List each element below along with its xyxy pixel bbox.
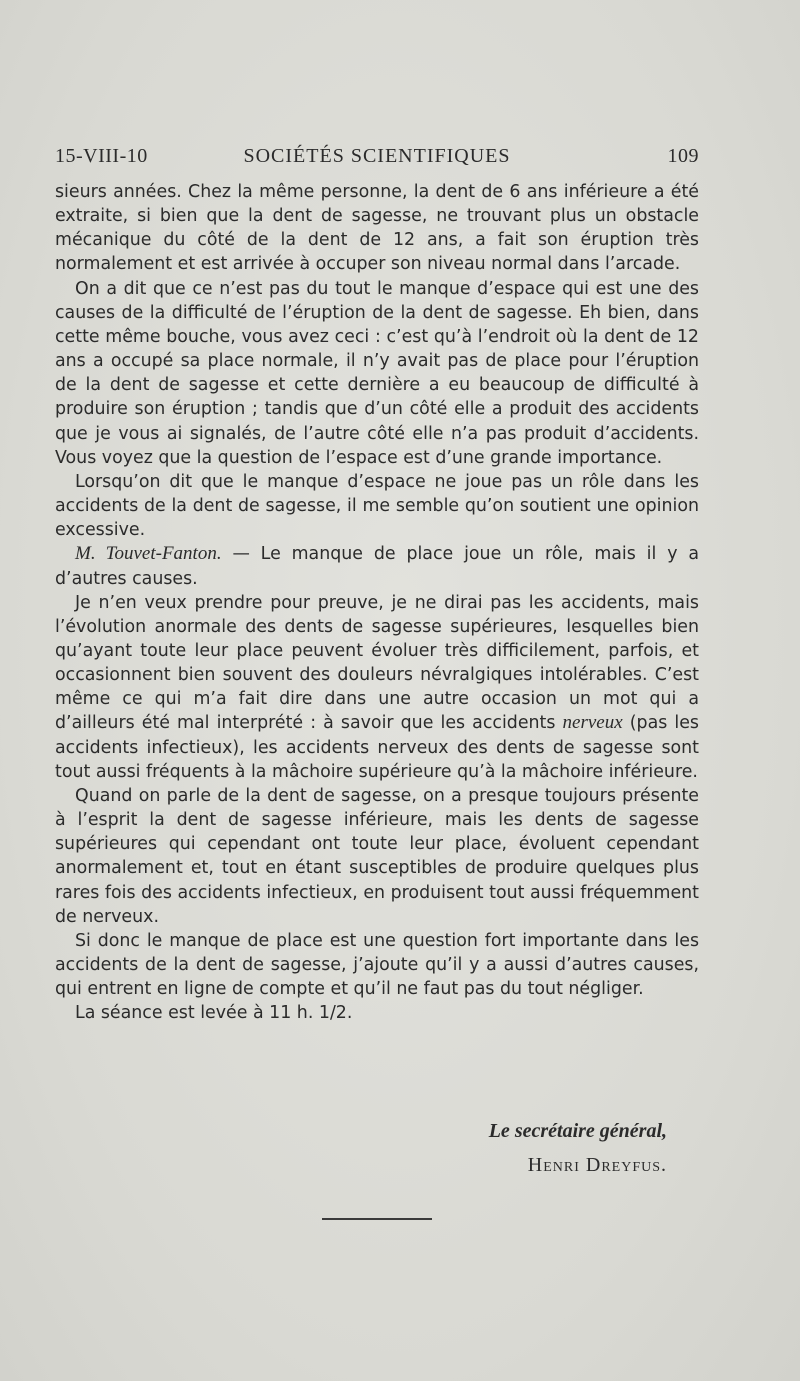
paragraph-2: On a dit que ce n’est pas du tout le manque d’espace qui est une des causes de la difficulté de l’éruption de la dent de sagesse. Eh bien, dans cette même bouche, vous avez ceci : c’est qu’à l’endroit où la dent de 12 ans a occupé sa place normale, il n’y avait pas de place pour l’éruption de la dent de sagesse et cette dernière a eu beaucoup de difficulté à produire son éruption ; tandis que d’un côté elle a produit des accidents que je vous ai signalés, de l’autre côté elle n’a pas produit d’accidents. Vous voyez que la question de l’espace est d’une grande importance. [55,278,699,468]
signature-name-text: Henri Dreyfus. [527,1154,667,1176]
paragraph-3: Lorsqu’on dit que le manque d’espace ne joue pas un rôle dans les accidents de la dent de sagesse, il me semble qu’on soutient une opinion excessive. [55,471,699,541]
paragraph-5-part-a: Je n’en veux prendre pour preuve, je ne dirai pas les accidents, mais l’évolution anormale des dents de sagesse supérieures, lesquelles bien qu’ayant toute leur place peuvent évoluer très difficilement, parfois, et occasionnent bien souvent des douleurs névralgiques intolérables. C’est même ce qui m’a fait dire dans une autre occasion un mot qui a d’ailleurs été mal interprété : à savoir que les accidents [55,592,699,734]
paragraph-4 [55,542,699,590]
paragraph-5-part-b: (pas les accidents infectieux), les accidents nerveux des dents de sagesse sont tout aussi fréquents à la mâchoire supérieure qu’à la mâchoire inférieure. [55,713,699,782]
speaker-statement: — Le manque de place joue un rôle, mais il y a d’autres causes. [55,544,699,589]
body-text [55,180,699,1025]
signature-title: Le secrétaire général, [488,1120,667,1142]
closing-line: La séance est levée à 11 h. 1/2. [75,1003,353,1024]
end-rule [322,1218,432,1220]
page-number: 109 [667,145,699,167]
paragraph-1: sieurs années. Chez la même personne, la dent de 6 ans inférieure a été extraite, si bien que la dent de sagesse, ne trouvant plus un obstacle mécanique du côté de la dent de 12 ans, a fait son éruption très normalement et est arrivée à occuper son niveau normal dans l’arcade. [55,182,699,275]
signature-name [55,1154,667,1177]
header-date: 15-VIII-10 [55,145,148,167]
running-head [55,145,699,173]
paragraph-5 [55,591,699,784]
header-section: SOCIÉTÉS SCIENTIFIQUES [243,145,511,167]
paragraph-6: Quand on parle de la dent de sagesse, on a presque toujours présente à l’esprit la dent de sagesse inférieure, mais les dents de sagesse supérieures qui cependant ont toute leur place, évoluent cependant anormalement et, tout en étant susceptibles de produire quelques plus rares fois des accidents infectieux, en produisent tout aussi fréquemment de nerveux. [55,785,699,927]
paragraph-7: Si donc le manque de place est une question fort importante dans les accidents de la dent de sagesse, j’ajoute qu’il y a aussi d’autres causes, qui entrent en ligne de compte et qu’il ne faut pas du tout négliger. [55,930,699,1000]
speaker-name: M. Touvet-Fanton. [75,543,222,565]
italic-term: nerveux [562,712,623,734]
